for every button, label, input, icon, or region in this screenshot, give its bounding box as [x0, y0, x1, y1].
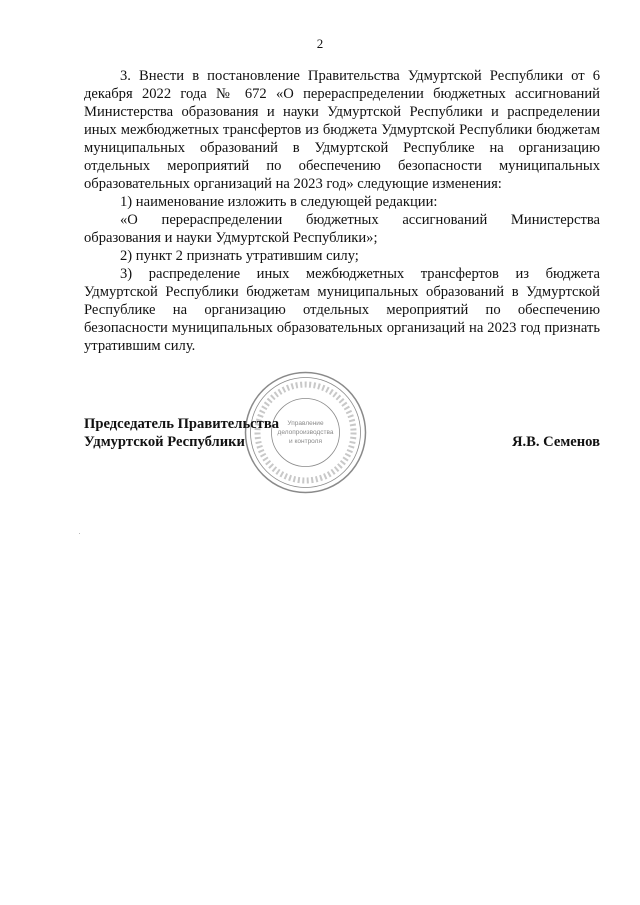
paragraph-item-3: 3) распределение иных межбюджетных трансфертов из бюджета Удмуртской Республики бюджетам муниципальных образований в Удмуртской Республике на организацию отдельных мероприятий по обеспечению безопасности муниципальных образовательных организаций на 2023 год признать утратившим силу. — [84, 266, 600, 354]
paragraph-item-2: 2) пункт 2 признать утратившим силу; — [120, 248, 359, 264]
paragraph-amendment-intro: 3. Внести в постановление Правительства Удмуртской Республики от 6 декабря 2022 года № 672 «О перераспределении бюджетных ассигнований Министерства образования и науки Удмуртской Республики и распределении иных межбюджетных трансфертов из бюджета Удмуртской Республики бюджетам муниципальных образований в Удмуртской Республике на организацию отдельных мероприятий по обеспечению безопасности муниципальных образовательных организаций на 2023 год» следующие изменения: — [84, 68, 600, 192]
signer-title-line-2: Удмуртской Республики — [84, 434, 245, 450]
signer-title-line-1: Председатель Правительства — [84, 416, 280, 432]
stamp-inner-line-3: и контроля — [289, 438, 322, 445]
page-number: 2 — [316, 36, 324, 51]
stamp-inner-line-2: делопроизводства — [277, 429, 334, 436]
paragraph-item-1: 1) наименование изложить в следующей редакции: — [120, 194, 438, 210]
signature-block — [84, 415, 600, 451]
signer-name: Я.В. Семенов — [511, 434, 600, 450]
stamp-inner-line-1: Управление — [287, 420, 324, 427]
scan-speck — [79, 533, 80, 534]
document-body — [84, 67, 600, 355]
paragraph-new-title: «О перераспределении бюджетных ассигнований Министерства образования и науки Удмуртской Республики»; — [84, 212, 600, 246]
